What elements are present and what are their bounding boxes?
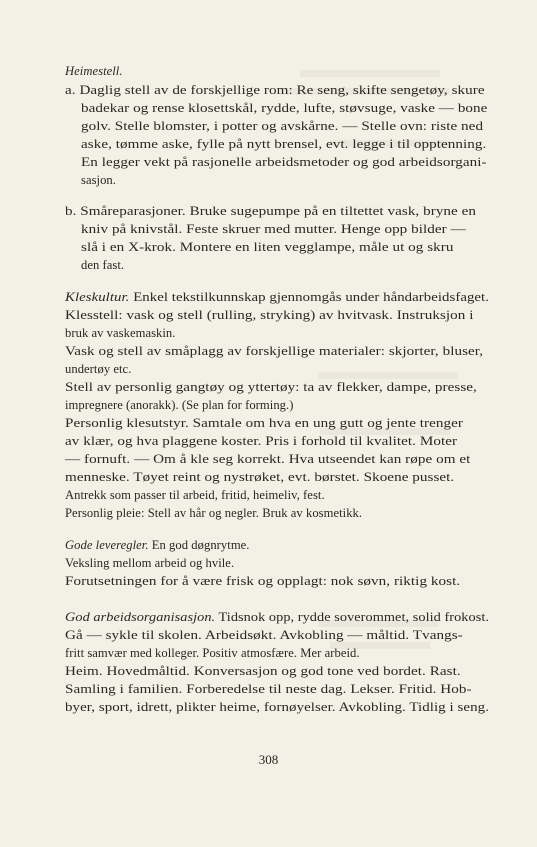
text-line	[65, 343, 483, 359]
text-line	[81, 136, 486, 152]
bleed-through-mark	[318, 372, 458, 379]
text-line	[65, 505, 362, 521]
text-run: menneske. Tøyet reint og nystrøket, evt. børstet. Skoene pusset.	[65, 470, 455, 484]
section-heading: Heimestell.	[65, 64, 123, 78]
text-line	[65, 415, 463, 431]
text-run: aske, tømme aske, fylle på nytt brensel, evt. legge i til opptenning.	[81, 137, 487, 151]
text-line	[65, 63, 123, 79]
text-line	[65, 609, 489, 625]
bleed-through-mark	[300, 70, 440, 77]
text-line	[65, 397, 293, 413]
text-line	[81, 257, 124, 273]
text-run: Vask og stell av småplagg av forskjellige materialer: skjorter, bluser,	[65, 344, 484, 358]
text-line	[65, 307, 473, 323]
page-number: 308	[258, 752, 279, 767]
text-line	[65, 645, 360, 661]
text-line	[81, 172, 116, 188]
text-run: Veksling mellom arbeid og hvile.	[65, 556, 235, 570]
text-line	[81, 100, 487, 116]
text-line	[65, 537, 250, 553]
text-line	[65, 203, 476, 219]
text-line	[65, 627, 463, 643]
text-line	[65, 573, 460, 589]
text-line	[65, 469, 454, 485]
text-run: Personlig pleie: Stell av hår og negler. Bruk av kosmetikk.	[65, 506, 363, 520]
text-run: impregnere (anorakk). (Se plan for forming.)	[65, 398, 294, 412]
text-line	[65, 555, 234, 571]
text-run: kniv på knivstål. Feste skruer med mutter. Henge opp bilder —	[81, 222, 466, 236]
text-run: a. Daglig stell av de forskjellige rom: Re seng, skifte sengetøy, skure	[65, 83, 485, 97]
text-line	[65, 663, 461, 679]
text-run: fritt samvær med kolleger. Positiv atmosfære. Mer arbeid.	[65, 646, 360, 660]
text-run: Tidsnok opp, rydde soverommet, solid frokost.	[215, 610, 489, 624]
text-run: den fast.	[81, 258, 125, 272]
text-line	[81, 221, 466, 237]
text-run: Personlig klesutstyr. Samtale om hva en ung gutt og jente trenger	[65, 416, 464, 430]
text-line	[65, 699, 489, 715]
text-line	[65, 361, 131, 377]
text-run: Stell av personlig gangtøy og yttertøy: ta av flekker, dampe, presse,	[65, 380, 477, 394]
text-run: b. Småreparasjoner. Bruke sugepumpe på en tiltettet vask, bryne en	[65, 204, 477, 218]
text-run: byer, sport, idrett, plikter heime, fornøyelser. Avkobling. Tidlig i seng.	[65, 700, 489, 714]
text-run: Klesstell: vask og stell (rulling, stryking) av hvitvask. Instruksjon i	[65, 308, 474, 322]
text-run: Antrekk som passer til arbeid, fritid, heimeliv, fest.	[65, 488, 325, 502]
text-run: Heim. Hovedmåltid. Konversasjon og god tone ved bordet. Rast.	[65, 664, 461, 678]
text-run: En legger vekt på rasjonelle arbeidsmetoder og god arbeidsorgani-	[81, 155, 487, 169]
text-line	[65, 325, 175, 341]
text-line	[65, 433, 457, 449]
text-run: undertøy etc.	[65, 362, 132, 376]
text-run: En god døgnrytme.	[148, 538, 250, 552]
text-line	[65, 82, 485, 98]
text-run: Enkel tekstilkunnskap gjennomgås under håndarbeidsfaget.	[129, 290, 489, 304]
text-run: golv. Stelle blomster, i potter og avskårne. — Stelle ovn: riste ned	[81, 119, 484, 133]
section-heading: Gode leveregler.	[65, 538, 149, 552]
text-run: av klær, og hva plaggene koster. Pris i forhold til kvalitet. Moter	[65, 434, 458, 448]
text-run: Samling i familien. Forberedelse til neste dag. Lekser. Fritid. Hob-	[65, 682, 472, 696]
text-line	[81, 154, 487, 170]
section-heading: Kleskultur.	[65, 290, 130, 304]
text-line	[81, 239, 454, 255]
text-line	[81, 118, 483, 134]
text-line	[65, 379, 477, 395]
text-run: sasjon.	[81, 173, 116, 187]
section-heading: God arbeidsorganisasjon.	[65, 610, 216, 624]
text-line	[65, 487, 325, 503]
text-run: bruk av vaskemaskin.	[65, 326, 176, 340]
text-line	[65, 289, 489, 305]
text-run: Gå — sykle til skolen. Arbeidsøkt. Avkobling — måltid. Tvangs-	[65, 628, 463, 642]
text-line	[65, 451, 470, 467]
text-run: badekar og rense klosettskål, rydde, lufte, støvsuge, vaske — bone	[81, 101, 488, 115]
text-run: Forutsetningen for å være frisk og opplagt: nok søvn, riktig kost.	[65, 574, 461, 588]
text-run: slå i en X-krok. Montere en liten vegglampe, måle ut og skru	[81, 240, 454, 254]
text-run: — fornuft. — Om å kle seg korrekt. Hva utseendet kan røpe om et	[65, 452, 471, 466]
text-line	[65, 681, 472, 697]
